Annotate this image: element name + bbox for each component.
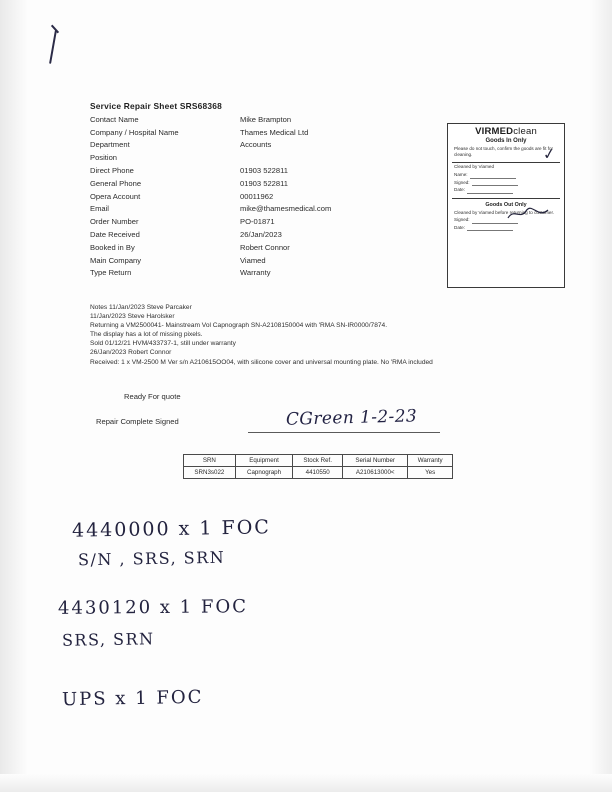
- field-value: 26/Jan/2023: [240, 229, 282, 239]
- stamp-divider: [452, 198, 560, 199]
- field-label: Date Received: [90, 229, 140, 239]
- pen-mark-icon: [49, 30, 57, 64]
- check-mark-icon: ✓: [542, 145, 558, 164]
- cell-equipment: Capnograph: [235, 467, 293, 479]
- field-label: Opera Account: [90, 191, 141, 201]
- stamp-write-line: [467, 225, 513, 231]
- ready-for-quote-label: Ready For quote: [124, 392, 181, 401]
- field-value: mike@thamesmedical.com: [240, 204, 332, 214]
- handwritten-note: 4430120 x 1 FOC: [57, 596, 249, 619]
- field-value: Mike Brampton: [240, 114, 292, 124]
- field-label: Booked in By: [90, 242, 135, 252]
- stamp-write-line: [467, 188, 513, 194]
- field-value: 01903 522811: [240, 165, 289, 175]
- field-label: General Phone: [90, 178, 142, 188]
- stamp-field-label: Name:: [454, 172, 468, 177]
- handwritten-note: SRS, SRN: [61, 629, 155, 650]
- field-label: Company / Hospital Name: [90, 127, 179, 137]
- stamp-cleaned-field-date: [448, 186, 564, 194]
- stamp-brand: [448, 126, 564, 137]
- cell-warranty: Yes: [408, 467, 453, 479]
- stamp-cleaned-field-signed: [448, 179, 564, 187]
- field-value: 01903 522811: [240, 178, 289, 188]
- field-value: Accounts: [240, 140, 272, 150]
- table-row: [184, 467, 453, 479]
- field-label: Order Number: [90, 217, 139, 227]
- notes-heading: Notes 11/Jan/2023 Steve Parcaker: [90, 304, 192, 311]
- scan-edge-left: [0, 0, 28, 792]
- field-label: Main Company: [90, 255, 142, 265]
- notes-line: The display has a lot of missing pixels.: [90, 331, 203, 339]
- field-value: Viamed: [240, 255, 266, 265]
- stamp-field-label: Date:: [454, 224, 465, 230]
- stamp-field-label: Date:: [454, 187, 465, 193]
- signature-rule: [248, 432, 440, 433]
- column-header-equipment: Equipment: [235, 455, 293, 467]
- field-value: Warranty: [240, 268, 271, 278]
- handwritten-note: S/N , SRS, SRN: [77, 547, 226, 570]
- stamp-write-line: [472, 180, 518, 186]
- notes-line: Returning a VM2500041- Mainstream Vol Capnograph SN-A2108150004 with 'RMA SN-IR0000/7874.: [90, 322, 388, 330]
- field-label: Position: [90, 153, 118, 163]
- handwritten-note: UPS x 1 FOC: [61, 686, 204, 711]
- virmed-clean-stamp: [447, 123, 565, 288]
- field-value: 00011962: [240, 191, 274, 201]
- stamp-write-line: [470, 173, 516, 179]
- field-label: Department: [90, 140, 130, 150]
- field-label: Email: [90, 204, 109, 214]
- field-label: Type Return: [90, 268, 132, 278]
- handwritten-scribble-icon: [506, 206, 550, 222]
- notes-line: Sold 01/12/21 HVM/433737-1, still under warranty: [90, 340, 236, 348]
- notes-line: 11/Jan/2023 Steve Harolsker: [90, 313, 175, 321]
- column-header-stock-ref: Stock Ref.: [293, 455, 343, 467]
- table-header-row: [184, 455, 453, 467]
- field-value: Thames Medical Ltd: [240, 127, 309, 137]
- cell-serial-number: A210613000<: [343, 467, 408, 479]
- stamp-cleaned-by-label: Cleaned by Viamed: [454, 164, 495, 170]
- scan-edge-right: [590, 0, 612, 792]
- field-value: Robert Connor: [240, 242, 290, 252]
- notes-line: Received: 1 x VM-2500 M Ver s/n A210615OO04, with silicone cover and universal mounting plate. No 'RMA included: [90, 358, 433, 366]
- column-header-warranty: Warranty: [408, 455, 453, 467]
- repair-complete-signed-label: Repair Complete Signed: [96, 417, 179, 426]
- stamp-goods-out-date: [448, 224, 564, 232]
- column-header-srn: SRN: [184, 455, 236, 467]
- page-title: Service Repair Sheet SRS68368: [90, 101, 222, 111]
- handwritten-note: 4440000 x 1 FOC: [71, 516, 272, 542]
- stamp-field-label: Signed:: [454, 216, 470, 222]
- cell-stock-ref: 4410550: [293, 467, 343, 479]
- stamp-brand-bold: VIRMED: [475, 126, 514, 137]
- srn-table: [183, 454, 453, 479]
- cell-srn: SRN3s022: [184, 467, 236, 479]
- signature: CGreen 1-2-23: [285, 406, 418, 430]
- scan-edge-bottom: [0, 774, 612, 792]
- field-label: Contact Name: [90, 114, 139, 124]
- notes-section: [90, 303, 550, 367]
- field-value: PO-01871: [240, 217, 275, 227]
- stamp-brand-light: clean: [513, 126, 537, 137]
- stamp-goods-in-text: Please do not touch, confirm the goods are fit for cleaning.: [454, 146, 554, 158]
- notes-line: 26/Jan/2023 Robert Connor: [90, 349, 172, 357]
- column-header-serial-number: Serial Number: [343, 455, 408, 467]
- stamp-goods-in-title: Goods In Only: [485, 138, 527, 145]
- field-label: Direct Phone: [90, 165, 134, 175]
- stamp-field-label: Signed:: [454, 179, 470, 185]
- stamp-cleaned-field-name: [448, 171, 564, 179]
- stamp-goods-out-title: Goods Out Only: [485, 201, 527, 208]
- stamp-goods-out-text: Cleaned by Viamed before returning to customer.: [454, 209, 555, 215]
